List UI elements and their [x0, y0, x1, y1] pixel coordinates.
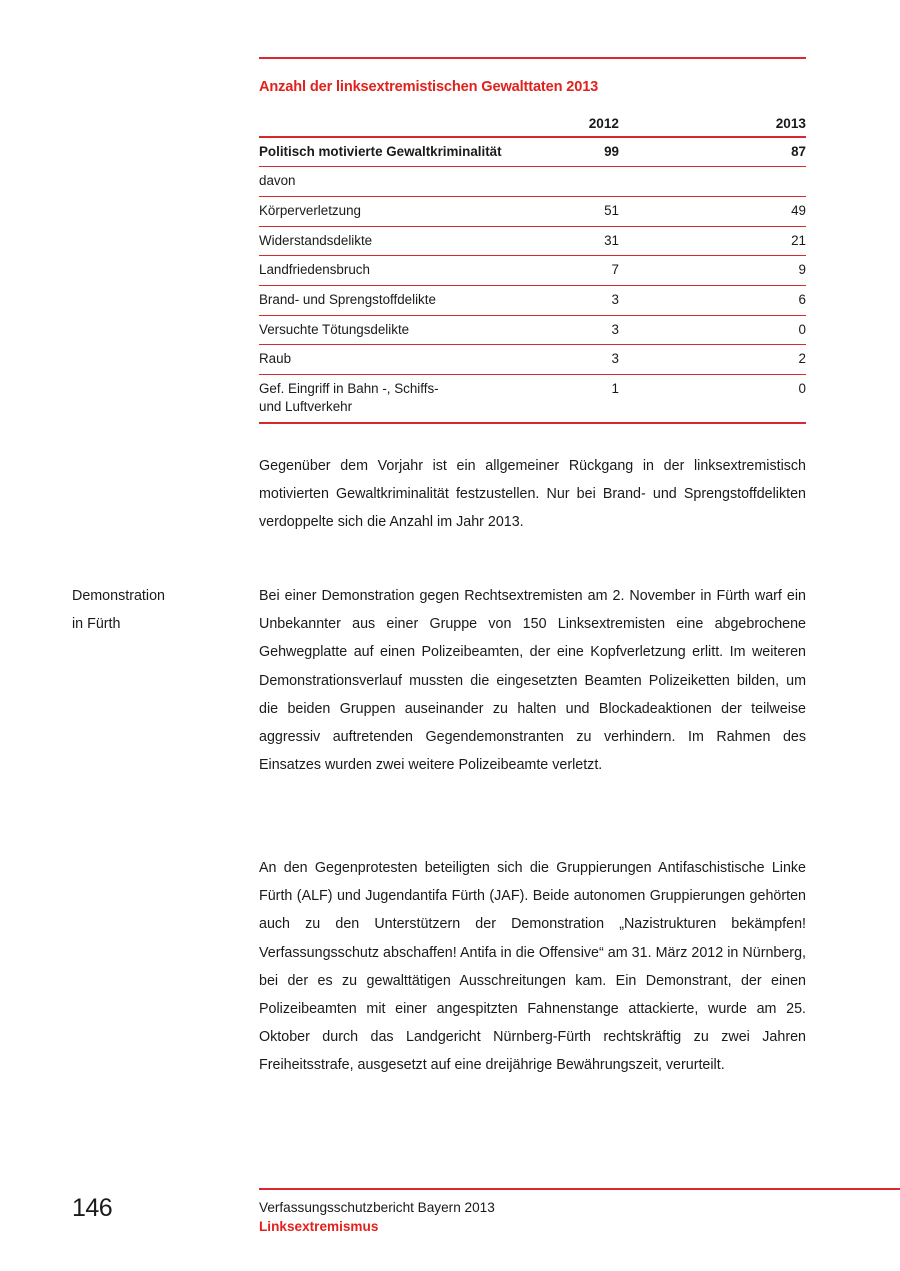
statistics-block [259, 57, 806, 424]
table-row [259, 375, 806, 423]
table-row [259, 285, 806, 315]
table-cell-2013: 0 [734, 315, 806, 345]
footer-rule [259, 1188, 900, 1190]
table-header-row [259, 116, 806, 137]
table-cell-category: Gef. Eingriff in Bahn -, Schiffs- und Luftverkehr [259, 375, 547, 423]
page-number: 146 [72, 1194, 113, 1222]
table-cell-2012: 99 [547, 137, 734, 167]
column-header-2013: 2013 [775, 115, 806, 131]
table-cell-2013: 87 [734, 137, 806, 167]
table-cell-2013: 2 [734, 345, 806, 375]
summary-paragraph: Gegenüber dem Vorjahr ist ein allgemeiner Rückgang in der linksextremistisch motivierten Gewaltkriminalität festzustellen. Nur bei Brand- und Sprengstoffdelikten verdoppelte sich die Anzahl im Jahr 2013. [259, 458, 806, 531]
table-row [259, 226, 806, 256]
table-row [259, 345, 806, 375]
table-cell-2012: 1 [547, 375, 734, 423]
violent-crimes-table [259, 116, 806, 423]
table-cell-category: Politisch motivierte Gewaltkriminalität [259, 137, 547, 167]
table-row [259, 137, 806, 167]
margin-note-demonstration: Demonstration in Fürth [72, 588, 165, 633]
table-cell-category: Raub [259, 345, 547, 375]
table-cell-2012 [547, 167, 734, 197]
footer-text-block [259, 1198, 806, 1236]
top-rule [259, 57, 806, 59]
table-title: Anzahl der linksextremistischen Gewalttaten 2013 [259, 79, 599, 95]
table-cell-2012: 3 [547, 285, 734, 315]
table-cell-category: davon [259, 167, 547, 197]
table-row [259, 256, 806, 286]
table-cell-2013: 49 [734, 196, 806, 226]
table-cell-2013: 21 [734, 226, 806, 256]
table-header [259, 116, 806, 137]
table-cell-2013: 0 [734, 375, 806, 423]
table-row [259, 315, 806, 345]
table-cell-2013 [734, 167, 806, 197]
table-row [259, 196, 806, 226]
table-cell-category: Landfriedensbruch [259, 256, 547, 286]
footer-report-title: Verfassungsschutzbericht Bayern 2013 [259, 1200, 495, 1215]
table-cell-2012: 31 [547, 226, 734, 256]
table-cell-category: Körperverletzung [259, 196, 547, 226]
table-cell-category: Widerstandsdelikte [259, 226, 547, 256]
table-cell-2012: 51 [547, 196, 734, 226]
column-header-category [259, 116, 547, 137]
table-cell-category: Brand- und Sprengstoffdelikte [259, 285, 547, 315]
margin-note-wrap [72, 582, 247, 638]
table-bottom-rule [259, 422, 806, 423]
table-body [259, 137, 806, 423]
table-cell-2012: 3 [547, 315, 734, 345]
table-cell-2013: 6 [734, 285, 806, 315]
demonstration-paragraph: Bei einer Demonstration gegen Rechtsextremisten am 2. November in Fürth warf ein Unbekannter aus einer Gruppe von 150 Linksextremisten eine abgebrochene Gehwegplatte auf einen Polizeibeamten, der eine Kopfverletzung erlitt. Im weiteren Demonstrationsverlauf mussten die eingesetzten Beamten Polizeiketten bilden, um die beiden Gruppen auseinander zu halten und Blockadeaktionen der teilweise aggressiv auftretenden Gegendemonstranten zu verhindern. Im Rahmen des Einsatzes wurden zwei weitere Polizeibeamte verletzt. [259, 588, 806, 774]
demonstration-paragraph-wrap [259, 582, 806, 779]
table-row [259, 167, 806, 197]
table-cell-2013: 9 [734, 256, 806, 286]
footer-section: Linksextremismus [259, 1219, 379, 1234]
groups-paragraph: An den Gegenprotesten beteiligten sich die Gruppierungen Antifaschistische Linke Fürth (ALF) und Jugendantifa Fürth (JAF). Beide autonomen Gruppierungen gehörten auch zu den Unterstützern der Demonstration „Nazistrukturen bekämpfen! Verfassungsschutz abschaffen! Antifa in die Offensive“ am 31. März 2012 in Nürnberg, bei der es zu gewalttätigen Ausschreitungen kam. Ein Demonstrant, der einen Polizeibeamten mit einer angespitzten Fahnenstange attackierte, wurde am 25. Oktober durch das Landgericht Nürnberg-Fürth rechtskräftig zu zwei Jahren Freiheitsstrafe, ausgesetzt auf eine dreijährige Bewährungszeit, verurteilt. [259, 860, 806, 1074]
table-cell-2012: 3 [547, 345, 734, 375]
table-cell-2012: 7 [547, 256, 734, 286]
summary-paragraph-wrap [259, 452, 806, 537]
groups-paragraph-wrap [259, 854, 806, 1080]
column-header-2012: 2012 [588, 115, 619, 131]
table-cell-category: Versuchte Tötungsdelikte [259, 315, 547, 345]
